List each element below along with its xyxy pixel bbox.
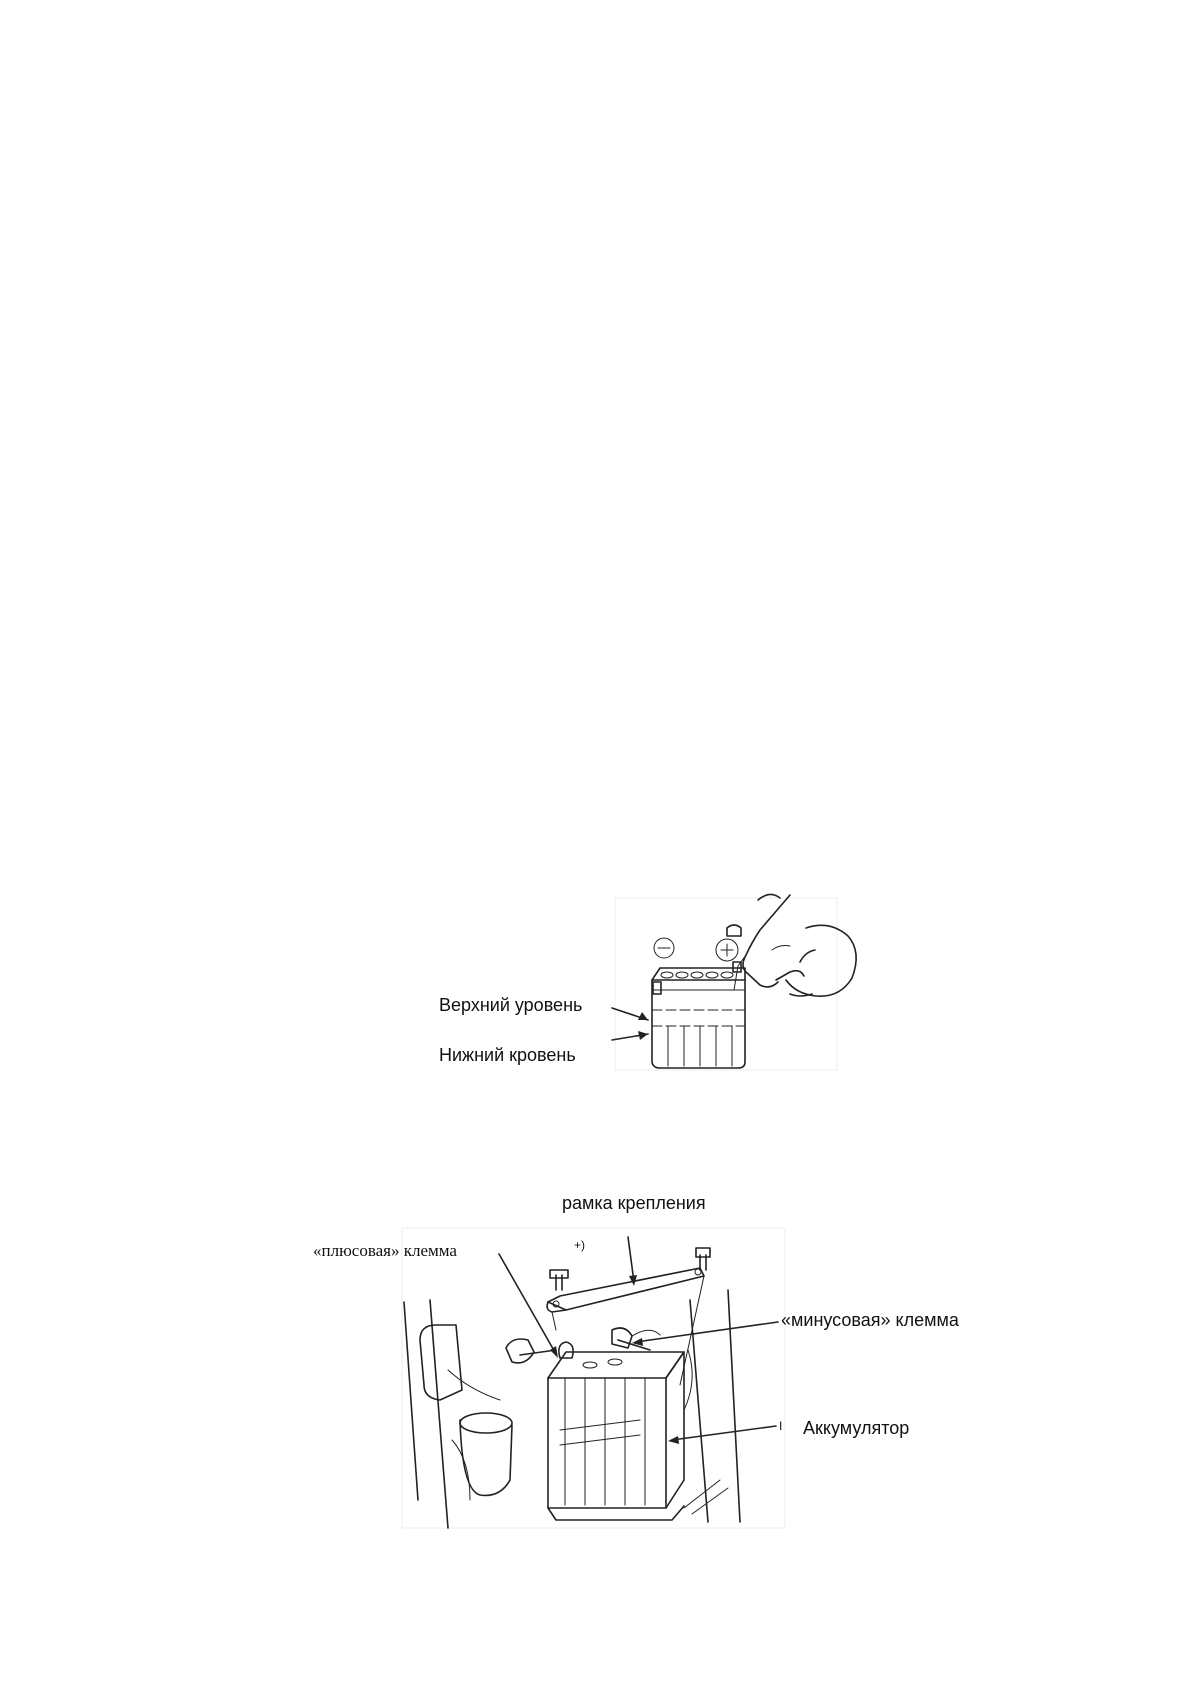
battery-main-drawing [548,1352,684,1520]
plus-terminal-label: «плюсовая» клемма [313,1241,457,1260]
upper-level-label: Верхний уровень [439,995,583,1015]
tick-mark: I [779,1419,783,1433]
mounting-frame-label: рамка крепления [562,1193,706,1213]
battery-label: Аккумулятор [803,1418,910,1438]
mounting-frame-drawing [547,1248,710,1385]
minus-terminal-label: «минусовая» клемма [781,1310,959,1330]
lower-level-label: Нижний кровень [439,1045,576,1065]
fragment-label: +) [574,1238,586,1252]
